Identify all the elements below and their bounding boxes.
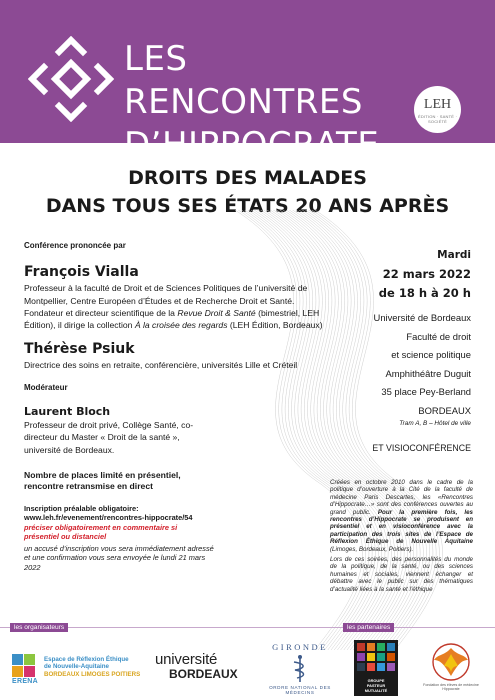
registration-label: Inscription préalable obligatoire: — [24, 503, 139, 513]
title-line-1: LES RENCONTRES — [124, 39, 363, 122]
notice-line-1: Nombre de places limité en présentiel, — [24, 469, 181, 480]
gironde-name: GIRONDE — [272, 642, 328, 652]
registration-warning: préciser obligatoirement en commentaire si présentiel ou distanciel — [24, 522, 178, 542]
subtitle-line-2: DANS TOUS SES ÉTATS 20 ANS APRÈS — [45, 195, 450, 217]
erena-mark-icon — [12, 654, 36, 678]
tram-info: Tram A, B – Hôtel de ville — [399, 420, 471, 427]
erena-logo — [12, 654, 144, 686]
event-venue — [318, 309, 471, 420]
caduceus-icon — [285, 654, 315, 684]
speaker-desc-part: (bimestriel, LEH Édition), il dirige la collection — [24, 307, 320, 331]
attendance-notice — [24, 470, 324, 492]
about-text-bold: Pour la première fois, les rencontres d’Hippocrate se produisent en présentiel et en visioconférence avec la participation des trois sites de l’Espace de Réflexion Éthique de Nouvelle Aquitaine — [330, 508, 473, 546]
arrows-diamond-icon — [28, 36, 114, 122]
gpm-line: MUTUALITÉ — [364, 687, 388, 693]
conference-label: Conférence prononcée par — [24, 241, 126, 250]
event-day: Mardi — [437, 249, 471, 261]
collection-title: À la croisée des regards — [134, 320, 228, 331]
venue-line: 35 place Pey-Berland — [381, 386, 471, 397]
about-text-part: (Limoges, Bordeaux, Poitiers). — [330, 545, 414, 553]
ordre-name: ORDRE NATIONAL DES MÉDECINS — [269, 685, 331, 695]
about-paragraph-1 — [330, 479, 473, 553]
footer-logos — [0, 638, 495, 700]
speaker-name-psiuk: Thérèse Psiuk — [24, 341, 135, 358]
event-date: 22 mars 2022 — [382, 267, 471, 281]
moderator-name: Laurent Bloch — [24, 405, 111, 419]
erena-description — [44, 656, 140, 678]
footer-divider — [0, 624, 495, 637]
leh-logo — [414, 86, 461, 133]
moderator-label: Modérateur — [24, 382, 68, 392]
venue-line: Amphithéâtre Duguit — [385, 367, 471, 379]
about-text — [330, 479, 473, 596]
journal-title: Revue Droit & Santé — [177, 307, 256, 318]
gpm-line: PASTEUR — [366, 682, 386, 688]
leh-logo-text: LEH — [423, 97, 452, 112]
phoenix-caption: Fondation des élèves de médecine Hippocrate — [423, 683, 479, 692]
moderator-desc: Professeur de droit privé, Collège Santé, co-directeur du Master « Droit de la santé », université de Bordeaux. — [24, 420, 194, 455]
venue-line: et science politique — [391, 349, 471, 360]
venue-line: BORDEAUX — [418, 404, 471, 416]
event-time: de 18 h à 20 h — [378, 286, 471, 300]
groupe-pasteur-mutualite-logo — [354, 640, 398, 696]
speakers-column — [24, 240, 324, 572]
event-date-block — [318, 246, 471, 303]
ub-line-2: BORDEAUX — [169, 667, 238, 681]
visio-label: ET VISIOCONFÉRENCE — [372, 443, 471, 453]
gpm-label — [354, 679, 398, 693]
header-banner — [0, 0, 495, 165]
registration-link[interactable]: www.leh.fr/evenement/rencontres-hippocrate/54 — [24, 513, 193, 523]
registration-note: un accusé d’inscription vous sera immédiatement adressé et une confirmation vous sera envoyée le lundi 21 mars 2022 — [24, 543, 214, 572]
ub-line-1: université — [155, 651, 218, 668]
leh-logo-subtext: ÉDITION · SANTÉ · SOCIÉTÉ — [418, 114, 457, 124]
venue-line: Université de Bordeaux — [373, 312, 471, 323]
event-details — [318, 246, 471, 455]
speaker-desc-psiuk: Directrice des soins en retraite, conférencière, universités Lille et Créteil — [24, 360, 298, 371]
partners-label: les partenaires — [343, 623, 394, 632]
erena-line: de Nouvelle-Aquitaine — [44, 663, 109, 671]
ordre-medecins-logo — [255, 642, 345, 695]
title-line-2: D’HIPPOCRATE… — [124, 125, 414, 165]
speaker-desc-part: Professeur à la faculté de Droit et de Sciences Politiques de l’université de Montpellier, Centre Européen d’Études et de Recherche Droit et Santé. Fondateur et directeur scientifique de la — [24, 283, 308, 318]
phoenix-logo — [420, 642, 482, 696]
erena-line: BORDEAUX LIMOGES POITIERS — [44, 670, 141, 678]
venue-line: Faculté de droit — [406, 330, 471, 342]
speaker-name-vialla: François Vialla — [24, 264, 139, 281]
about-text-part: Créées en octobre 2010 dans le cadre de la politique d’ouverture à la Cité de la faculté de médecine Paris Descartes, les «Rencontres d’Hippocrate…» sont des conférences ouvertes au grand public. — [330, 479, 473, 516]
erena-name: ERENA — [12, 678, 39, 685]
page-title — [124, 38, 424, 167]
notice-line-2: rencontre retransmise en direct — [24, 480, 153, 491]
gpm-line: GROUPE — [367, 678, 385, 683]
registration-info — [24, 504, 214, 573]
subtitle-line-1: DROITS DES MALADES — [128, 167, 367, 189]
organizers-label: les organisateurs — [10, 623, 68, 632]
universite-bordeaux-logo — [155, 652, 255, 681]
phoenix-emblem-icon — [420, 642, 482, 682]
erena-line: Espace de Réflexion Éthique — [44, 656, 129, 663]
speaker-desc-vialla — [24, 282, 324, 331]
speaker-desc-part: (LEH Édition, Bordeaux) — [227, 320, 323, 331]
about-paragraph-2: Lors de ces soirées, des personnalités du monde de la politique, de la santé, ou des sciences humaines et sociales, viennent échanger et débattre avec le public sur des thématiques d’actualité liées à la santé et l’éthique — [330, 556, 473, 593]
